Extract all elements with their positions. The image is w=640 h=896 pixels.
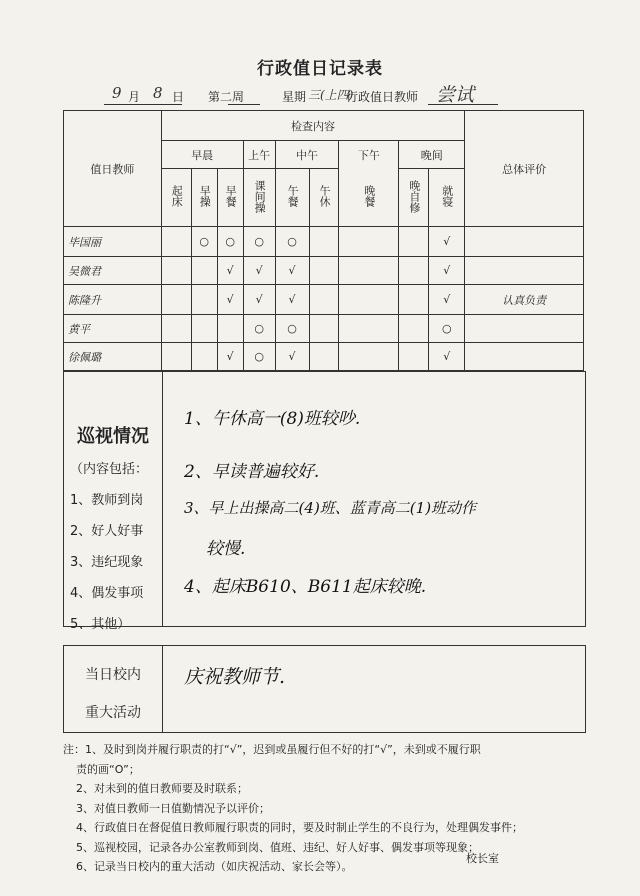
mark-cell: √ <box>243 257 275 285</box>
mark-cell: ○ <box>275 227 309 257</box>
col-getup: 起床 <box>170 185 184 207</box>
col-break-exercise: 课间操 <box>253 179 267 213</box>
day-value: 8 <box>153 84 163 102</box>
mark-cell <box>339 343 399 371</box>
patrol-title: 巡视情况 <box>77 426 149 447</box>
activity-content: 庆祝教师节. <box>184 666 286 688</box>
table-row <box>64 315 584 343</box>
date-underline <box>104 104 182 105</box>
mark-cell: ○ <box>243 343 275 371</box>
mark-cell: √ <box>429 257 465 285</box>
patrol-note: 4、起床B610、B611起床较晚. <box>184 577 427 597</box>
mark-cell: √ <box>217 285 243 315</box>
footnote: 2、对未到的值日教师要及时联系； <box>76 782 248 795</box>
teacher-name: 黄平 <box>64 315 162 343</box>
patrol-list-item: 2、好人好事 <box>70 524 144 539</box>
patrol-list-item: （内容包括： <box>70 462 149 477</box>
noon-header: 中午 <box>275 141 339 169</box>
inspect-header: 检查内容 <box>161 111 464 141</box>
week-underline <box>228 104 260 105</box>
mark-cell <box>309 343 339 371</box>
mark-cell <box>399 257 429 285</box>
mark-cell <box>339 257 399 285</box>
mark-cell: √ <box>275 343 309 371</box>
mark-cell <box>161 227 191 257</box>
mark-cell <box>399 227 429 257</box>
teacher-name: 陈隆升 <box>64 285 162 315</box>
patrol-note: 1、午休高一(8)班较吵. <box>184 409 361 429</box>
patrol-label-column <box>64 372 163 632</box>
activity-label-column <box>64 646 163 732</box>
mark-cell: ○ <box>217 227 243 257</box>
mark-cell: √ <box>275 257 309 285</box>
table-row <box>64 257 584 285</box>
footnote: 责的画“O”； <box>76 762 140 776</box>
day-label: 日 <box>172 90 185 104</box>
footnote: 注：1、及时到岗并履行职责的打“√”，迟到或虽履行但不好的打“√”，未到或不履行职 <box>63 743 481 756</box>
mark-cell: √ <box>429 285 465 315</box>
mark-cell <box>161 285 191 315</box>
week-label: 第二周 <box>208 90 245 104</box>
mark-cell <box>191 315 217 343</box>
issuer-label: 校长室 <box>466 852 499 865</box>
patrol-note: 2、早读普遍较好. <box>184 462 320 482</box>
table-row <box>64 227 584 257</box>
duty-teacher-header: 值日教师 <box>64 111 162 227</box>
page-title: 行政值日记录表 <box>257 59 383 79</box>
pm-header: 下午 <box>339 141 399 169</box>
mark-cell <box>161 257 191 285</box>
mark-cell <box>191 343 217 371</box>
col-lunch: 午餐 <box>286 185 300 207</box>
mark-cell: √ <box>275 285 309 315</box>
morning-header: 早晨 <box>161 141 243 169</box>
mark-cell <box>399 343 429 371</box>
mark-cell: √ <box>217 343 243 371</box>
am-header: 上午 <box>243 141 275 169</box>
table-row <box>64 343 584 371</box>
activity-label-line1: 当日校内 <box>85 667 141 683</box>
teacher-underline <box>428 104 498 105</box>
footnote: 6、记录当日校内的重大活动（如庆祝活动、家长会等）。 <box>76 860 353 873</box>
teacher-name: 徐佩璐 <box>64 343 162 371</box>
mark-cell: √ <box>429 343 465 371</box>
admin-teacher-label: 行政值日教师 <box>346 90 419 104</box>
mark-cell: ○ <box>191 227 217 257</box>
mark-cell <box>339 227 399 257</box>
mark-cell <box>191 257 217 285</box>
mark-cell <box>309 285 339 315</box>
evaluation-cell <box>465 227 584 257</box>
mark-cell <box>309 227 339 257</box>
evaluation-cell <box>465 343 584 371</box>
patrol-list-item: 4、偶发事项 <box>70 586 144 601</box>
evening-header: 晚间 <box>399 141 465 169</box>
mark-cell: ○ <box>429 315 465 343</box>
patrol-list-item: 1、教师到岗 <box>70 493 144 508</box>
evaluation-cell: 认真负责 <box>465 285 584 315</box>
admin-teacher-name: 尝试 <box>436 84 475 106</box>
col-nap: 午休 <box>318 185 331 207</box>
evaluation-cell <box>465 257 584 285</box>
col-dinner: 晚餐 <box>362 184 376 207</box>
mark-cell <box>339 315 399 343</box>
col-breakfast: 早餐 <box>224 185 238 207</box>
patrol-note: 较慢. <box>206 539 246 559</box>
footnote: 4、行政值日在督促值日教师履行职责的同时，要及时制止学生的不良行为，处理偶发事件； <box>76 821 523 834</box>
mark-cell <box>309 257 339 285</box>
col-evening-study: 晚自修 <box>407 179 421 213</box>
table-row <box>64 285 584 315</box>
footnote: 5、巡视校园，记录各办公室教师到岗、值班、违纪、好人好事、偶发事项等现象； <box>76 840 479 854</box>
patrol-list-item: 5、其他） <box>70 617 131 632</box>
mark-cell: √ <box>243 285 275 315</box>
patrol-content-list <box>70 454 148 640</box>
weekday-prefix: 星期 <box>282 90 307 104</box>
mark-cell: ○ <box>243 315 275 343</box>
evaluation-cell <box>465 315 584 343</box>
mark-cell <box>339 285 399 315</box>
mark-cell: √ <box>217 257 243 285</box>
activity-label-line2: 重大活动 <box>85 705 141 721</box>
weekday-value: 三(上四) <box>308 88 354 102</box>
mark-cell: ○ <box>275 315 309 343</box>
teacher-name: 毕国丽 <box>64 227 162 257</box>
col-bedtime: 就寝 <box>440 185 454 207</box>
mark-cell <box>217 315 243 343</box>
mark-cell: √ <box>429 227 465 257</box>
mark-cell <box>399 285 429 315</box>
footnote: 3、对值日教师一日值勤情况予以评价； <box>76 801 270 815</box>
overall-header: 总体评价 <box>465 111 584 227</box>
patrol-list-item: 3、违纪现象 <box>70 555 144 570</box>
mark-cell <box>191 285 217 315</box>
footnotes <box>63 740 596 877</box>
activity-section <box>63 645 586 733</box>
mark-cell: ○ <box>243 227 275 257</box>
patrol-section <box>63 371 586 632</box>
month-value: 9 <box>112 84 122 102</box>
teacher-name: 吴微君 <box>64 257 162 285</box>
col-exercise: 早操 <box>198 185 212 207</box>
month-label: 月 <box>128 90 141 104</box>
patrol-note: 3、早上出操高二(4)班、蓝青高二(1)班动作 <box>184 499 477 517</box>
mark-cell <box>161 343 191 371</box>
mark-cell <box>161 315 191 343</box>
mark-cell <box>399 315 429 343</box>
duty-table <box>63 110 584 371</box>
mark-cell <box>309 315 339 343</box>
